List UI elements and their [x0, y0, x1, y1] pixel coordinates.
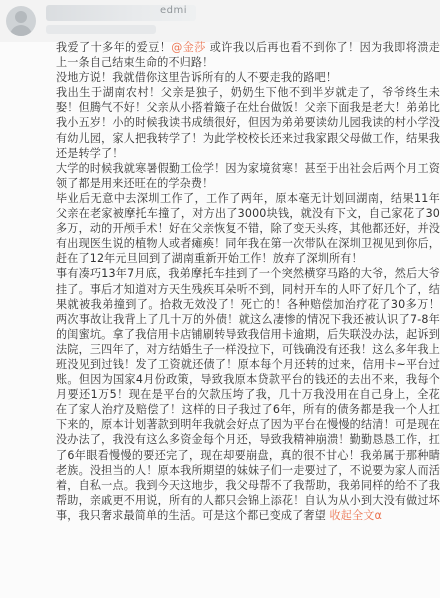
post-meta-blurred: [46, 25, 156, 34]
post-paragraph: [56, 40, 440, 70]
expand-link[interactable]: 收起全文: [325, 508, 375, 522]
post-text: 事有凑巧13年7月底，我弟摩托车挂到了一个突然横穿马路的大爷，然后大爷挂了。事后才知道对方天生残疾耳朵听不到，同村开车的人吓了好几个了，结果就被我弟撞到了。拾救无效没了！死亡的！各种赔偿加治疗花了30多万！两次事故让我背上了几十万的外债！就这么凄惨的情况下我还被认识了7-8年的闺蜜坑。拿了我信用卡店铺刷转导致我信用卡逾期，后失联没办法，起诉到法院，三四年了，对方结婚生子一样没拉下，可钱确没有还我！这么多年我上班没见到过钱！发了工资就还债了！原本每个月还转的过来，信用卡~平台过账。但因为国家4月份政策，导致我原本贷款平台的钱还的去出不来，我每个月要还1万5！现在是平台的欠款压垮了我，几十万我没用在自己身上，全花在了家人治疗及赔偿了！这样的日子我过了6年，所有的债务都是我一个人扛下来的，原本计划著款到明年我就会好点了因为平台在慢慢的结清！可是现在没办法了，我没有这么多资金每个月还，导致我精神崩溃！勤勤恳恳工作，扛了6年眼看慢慢的要还完了，现在却要崩盘，真的很不甘心！我弟属于那种睛老族。没担当的人！原本我所期望的妹妹子们一走要过了，不说要为家人而活着，自私一点。我到今天这地步，我父母帮不了我帮助，我弟同样的给不了我帮助，亲戚更不用说，所有的人都只会锦上添花！自认为从小到大没有做过坏事，我只奢求最简单的生活。可是这个都已变成了奢望: [56, 267, 440, 522]
post-text: 大学的时候我就寒暑假勤工俭学！因为家境贫寒！甚至于出社会后两个月工资领了都是用来还旺在的学杂费！: [56, 161, 440, 190]
post-text: 我出生于湖南农村！父亲是独子，奶奶生下他不到半岁就走了，爷爷终生未娶！但腾气不好！父亲从小搭着簸子在灶台做饭！父亲下面我是老大！弟弟比我小五岁！小的时候我读书成绩很好，但因为弟弟要读幼儿园我读的村小学没有幼儿园，家人把我转学了！为此学校校长还来过我家跟父母做工作，结果我还是转学了！: [56, 86, 440, 160]
post-text: 或许我以后再也看不到你了！因为我即将溃走上一条自己结束生命的不归路！: [56, 41, 440, 70]
post-paragraph: [56, 266, 440, 523]
post-header: [0, 0, 440, 42]
avatar[interactable]: [6, 6, 36, 36]
post-text: 没地方说！我就借你这里告诉所有的人不要走我的路吧！: [56, 71, 338, 85]
expand-link[interactable]: α: [374, 508, 382, 522]
post-body: [56, 40, 440, 523]
post-paragraph: [56, 161, 440, 191]
post-paragraph: [56, 191, 440, 266]
mention-link[interactable]: @金莎: [171, 41, 206, 54]
post-text: 毕业后无意中去深圳工作了，工作了两年，原本毫无计划回湖南，结果11年父亲在老家被摩托车撞了，对方出了3000块钱，就没有下文，自己家花了30多万，动的开颅手术！好在父亲恢复不错，除了变天头疼，其他都还好，并没有出现医生说的植物人或者瘫痪！同年我在第一次带队在深圳卫视见到你后，赶在了12年元旦回到了湖南重新开始工作！放弃了深圳所有！: [56, 191, 440, 266]
username-visible-tail[interactable]: edmi: [160, 5, 188, 16]
post-text: 我爱了十多年的爱豆！: [56, 41, 172, 54]
post-paragraph: [56, 85, 440, 160]
post-paragraph: [56, 70, 440, 85]
